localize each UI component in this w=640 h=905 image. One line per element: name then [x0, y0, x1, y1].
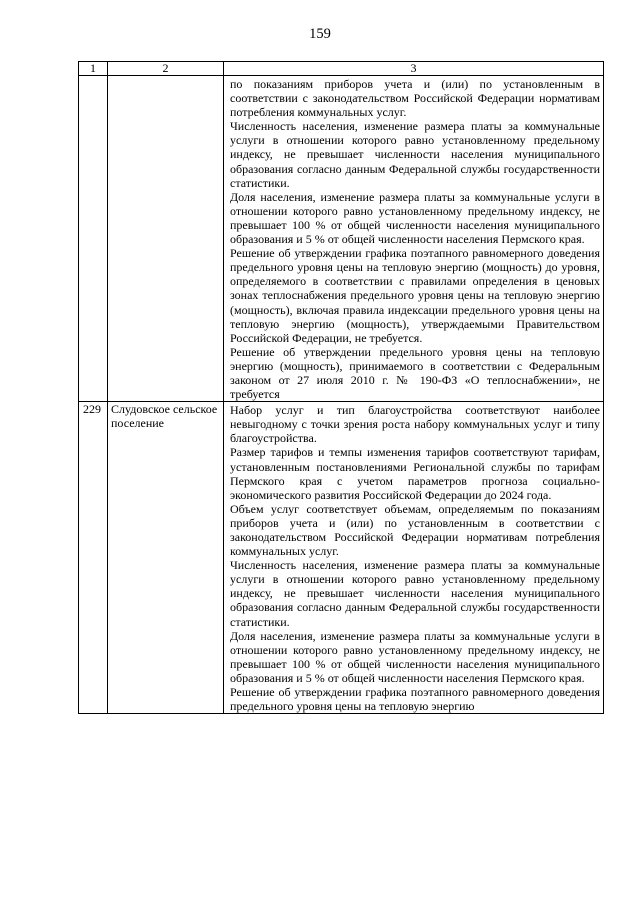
header-row: [79, 62, 604, 76]
description-cell: [224, 76, 604, 402]
description-paragraph: Решение об утверждении графика поэтапного равномерного доведения предельного уровня цены на тепловую энергию (мощность) до уровня, определяемого в соответствии с правилами определения в ценовых зонах теплоснабжения предельного уровня цены на тепловую энергию (мощность), включая правила индексации предельного уровня цены на тепловую энергию (мощность), утверждаемыми Правительством Российской Федерации, не требуется.: [230, 246, 600, 345]
description-paragraph: Набор услуг и тип благоустройства соответствуют наиболее невыгодному с точки зрения роста набору коммунальных услуг и типу благоустройства.: [230, 403, 600, 446]
description-paragraph: Размер тарифов и темпы изменения тарифов соответствуют тарифам, установленным постановлениями Региональной службы по тарифам Пермского края с учетом параметров прогноза социально-экономического развития Российской Федерации до 2024 года.: [230, 445, 600, 502]
table-row: [79, 76, 604, 402]
municipality-name-cell: Слудовское сельское поселение: [108, 402, 224, 714]
table-row: [79, 402, 604, 714]
table-header: [79, 62, 604, 76]
description-paragraph: Численность населения, изменение размера платы за коммунальные услуги в отношении которого равно установленному предельному индексу, не превышает численности населения муниципального образования согласно данным Федеральной службы государственности статистики.: [230, 119, 600, 190]
row-number-cell: [79, 76, 108, 402]
page-number: 159: [309, 26, 331, 42]
row-number-cell: 229: [79, 402, 108, 714]
column-header-3: 3: [224, 62, 604, 76]
description-paragraph: Решение об утверждении графика поэтапного равномерного доведения предельного уровня цены на тепловую энергию: [230, 685, 600, 714]
description-cell: [224, 402, 604, 714]
description-paragraph: Численность населения, изменение размера платы за коммунальные услуги в отношении которого равно установленному предельному индексу, не превышает численности населения муниципального образования согласно данным Федеральной службы государственности статистики.: [230, 558, 600, 629]
description-paragraph: по показаниям приборов учета и (или) по установленным в соответствии с законодательством Российской Федерации нормативам потребления коммунальных услуг.: [230, 77, 600, 120]
column-header-2: 2: [108, 62, 224, 76]
description-paragraph: Решение об утверждении предельного уровня цены на тепловую энергию (мощность), принимаемого в соответствии с Федеральным законом от 27 июля 2010 г. № 190-ФЗ «О теплоснабжении», не требуется: [230, 344, 600, 402]
column-header-1: 1: [79, 62, 108, 76]
document-table: [78, 61, 604, 714]
description-paragraph: Доля населения, изменение размера платы за коммунальные услуги в отношении которого равно установленному предельному индексу, не превышает 100 % от общей численности населения муниципального образования и 5 % от общей численности населения Пермского края.: [230, 189, 600, 247]
description-paragraph: Объем услуг соответствует объемам, определяемым по показаниям приборов учета и (или) по установленным в соответствии с законодательством Российской Федерации нормативам потребления коммунальных услуг.: [230, 501, 600, 559]
description-paragraph: Доля населения, изменение размера платы за коммунальные услуги в отношении которого равно установленному предельному индексу, не превышает 100 % от общей численности населения муниципального образования и 5 % от общей численности населения Пермского края.: [230, 628, 600, 685]
municipality-name-cell: [108, 76, 224, 402]
